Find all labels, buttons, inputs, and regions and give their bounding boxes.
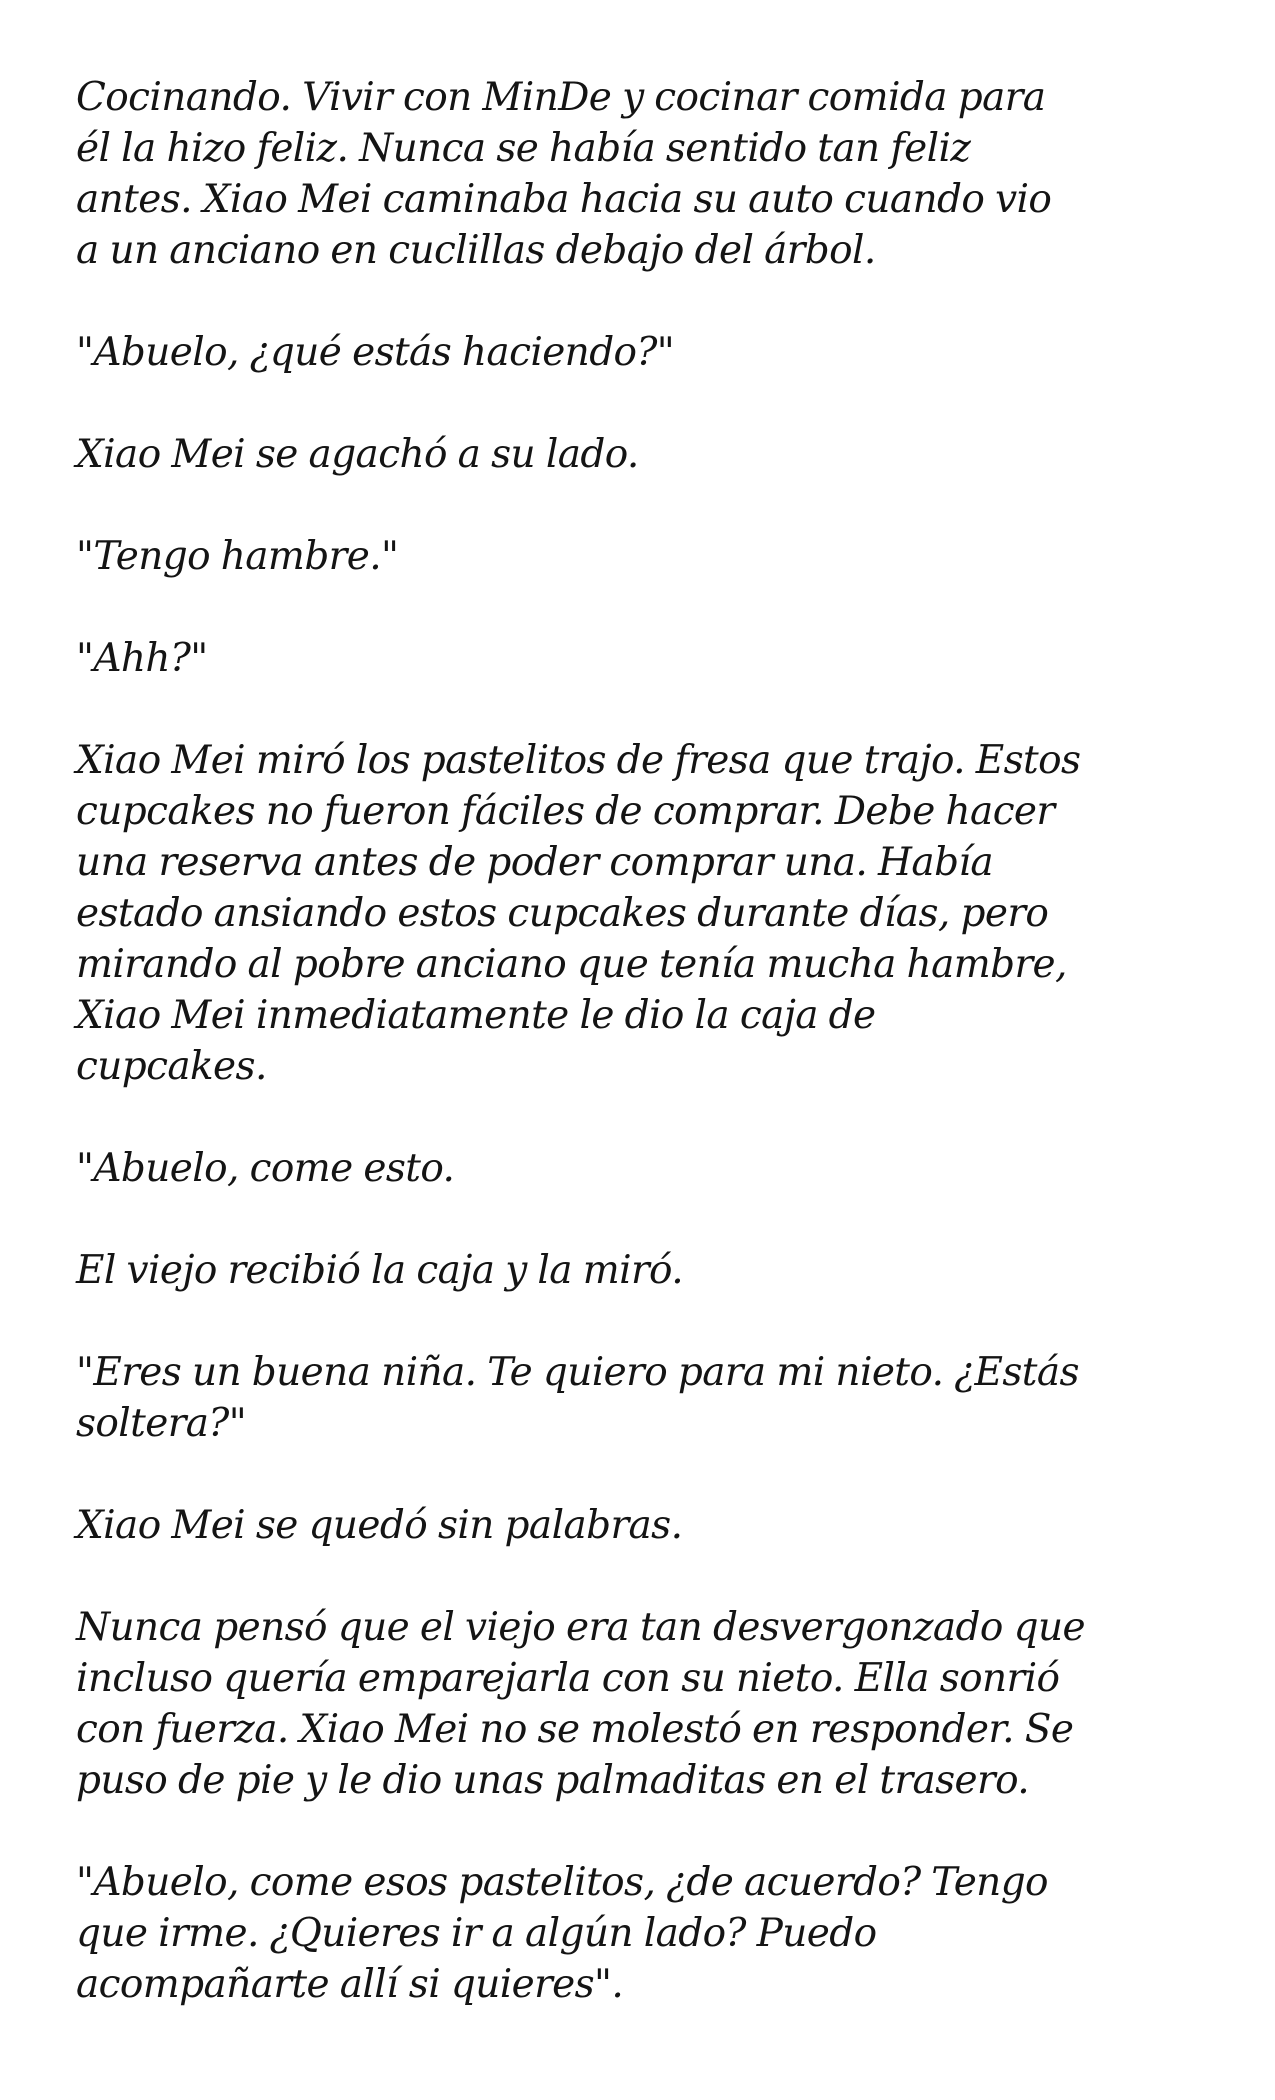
paragraph: Xiao Mei se agachó a su lado. (76, 432, 639, 477)
paragraph: "Abuelo, ¿qué estás haciendo?" (76, 330, 675, 375)
paragraph: Cocinando. Vivir con MinDe y cocinar comida para él la hizo feliz. Nunca se había sentido tan feliz antes. Xiao Mei caminaba hacia su auto cuando vio a un anciano en cuclillas debajo del árbol. (76, 75, 1052, 273)
paragraph: "Abuelo, come esos pastelitos, ¿de acuerdo? Tengo que irme. ¿Quieres ir a algún lado? Puedo acompañarte allí si quieres". (76, 1860, 1048, 2007)
paragraph: Nunca pensó que el viejo era tan desvergonzado que incluso quería emparejarla con su nieto. Ella sonrió con fuerza. Xiao Mei no se molestó en responder. Se puso de pie y le dio unas palmaditas en el trasero. (76, 1605, 1085, 1803)
paragraph: El viejo recibió la caja y la miró. (76, 1248, 684, 1293)
story-text (76, 72, 1226, 2010)
paragraph: "Ahh?" (76, 636, 208, 681)
paragraph: "Abuelo, come esto. (76, 1146, 455, 1191)
paragraph: Xiao Mei miró los pastelitos de fresa que trajo. Estos cupcakes no fueron fáciles de comprar. Debe hacer una reserva antes de poder comprar una. Había estado ansiando estos cupcakes durante días, pero mirando al pobre anciano que tenía mucha hambre, Xiao Mei inmediatamente le dio la caja de cupcakes. (76, 738, 1081, 1089)
paragraph: Xiao Mei se quedó sin palabras. (76, 1503, 683, 1548)
paragraph: "Eres un buena niña. Te quiero para mi nieto. ¿Estás soltera?" (76, 1350, 1079, 1446)
paragraph: "Tengo hambre." (76, 534, 399, 579)
